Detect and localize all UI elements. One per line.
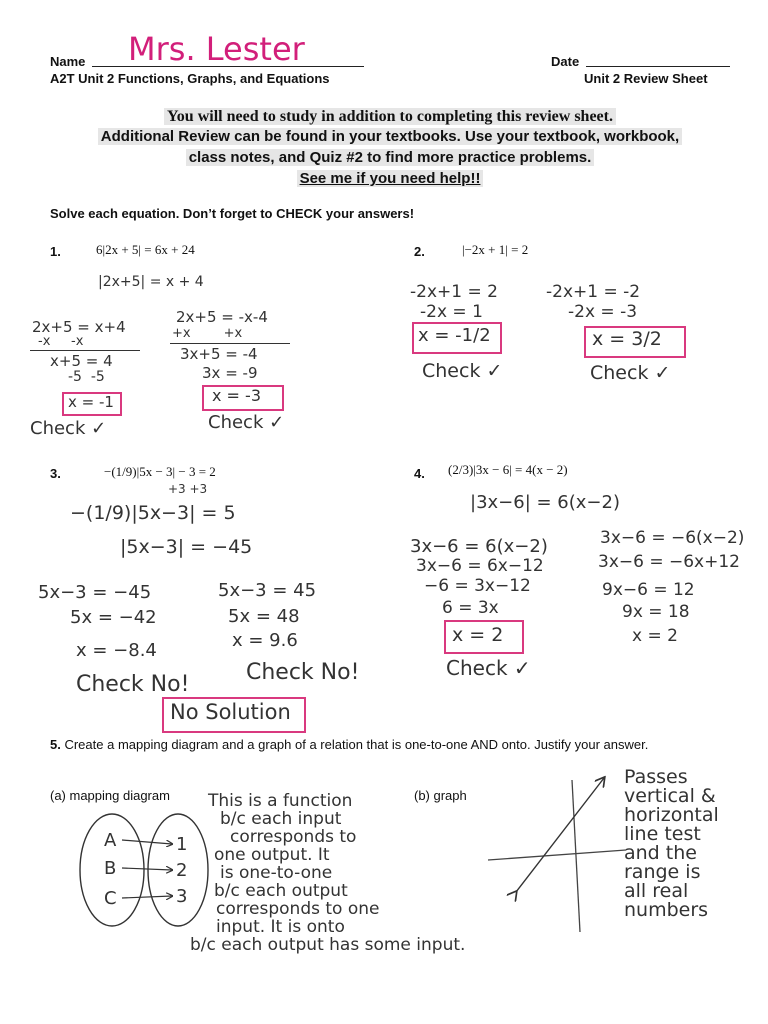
problem-5-prompt: 5. Create a mapping diagram and a graph of a relation that is one-to-one AND onto. Justify your answer. — [50, 737, 649, 752]
justify-a: This is a function b/c each input corresponds to one output. It is one-to-one b/c each output corresponds to one input. It is onto b/c each output has some input. — [190, 791, 466, 955]
part-a-label: (a) mapping diagram — [50, 788, 170, 803]
p2-left-2: -2x = 1 — [420, 302, 483, 322]
p3-left-1: 5x−3 = −45 — [38, 582, 152, 603]
p2-right-2: -2x = -3 — [568, 302, 638, 322]
instructions: Solve each equation. Don’t forget to CHECK your answers! — [50, 206, 415, 221]
banner-line-2: Additional Review can be found in your textbooks. Use your textbook, workbook, — [50, 128, 730, 145]
p3-right-1: 5x−3 = 45 — [218, 580, 317, 601]
p2-left-answer: x = -1/2 — [418, 325, 491, 346]
p4-left-answer: x = 2 — [452, 624, 504, 646]
p3-final-answer: No Solution — [170, 700, 291, 724]
p2-left-check: Check ✓ — [422, 360, 503, 382]
p4-right-3: 9x−6 = 12 — [602, 580, 695, 600]
arrow-c-3 — [122, 896, 172, 898]
p1-left-3: x+5 = 4 — [50, 352, 113, 370]
p4-right-2: 3x−6 = −6x+12 — [598, 552, 740, 572]
problem-1-number: 1. — [50, 244, 61, 259]
range-3: 3 — [176, 886, 188, 907]
problem-4-equation: (2/3)|3x − 6| = 4(x − 2) — [448, 462, 568, 477]
p2-left-1: -2x+1 = 2 — [410, 282, 498, 302]
p4-right-5: x = 2 — [632, 626, 678, 646]
banner-line-3: class notes, and Quiz #2 to find more practice problems. — [50, 149, 730, 166]
p3-right-3: x = 9.6 — [232, 630, 298, 651]
domain-c: C — [104, 888, 117, 909]
problem-3-equation: −(1/9)|5x − 3| − 3 = 2 — [104, 464, 216, 479]
p1-right-1: 2x+5 = -x-4 — [176, 308, 268, 326]
p1-right-4: 3x = -9 — [202, 364, 258, 382]
y-axis — [572, 780, 580, 932]
p4-left-1: 3x−6 = 6(x−2) — [410, 536, 548, 557]
banner-line-4: See me if you need help!! — [50, 170, 730, 187]
p4-left-4: 6 = 3x — [442, 598, 499, 618]
sheet-title: Unit 2 Review Sheet — [584, 71, 708, 86]
p1-left-answer: x = -1 — [68, 393, 114, 411]
p3-work-1: −(1/9)|5x−3| = 5 — [70, 502, 236, 524]
p1-left-1: 2x+5 = x+4 — [32, 318, 126, 336]
mapping-diagram — [70, 808, 220, 938]
p4-work-1: |3x−6| = 6(x−2) — [470, 492, 620, 513]
date-label: Date — [551, 54, 580, 69]
p2-right-check: Check ✓ — [590, 362, 671, 384]
p1-right-rule — [170, 343, 290, 344]
name-value[interactable]: Mrs. Lester — [128, 30, 305, 68]
range-1: 1 — [176, 834, 188, 855]
graph — [480, 770, 630, 940]
p4-left-check: Check ✓ — [446, 656, 531, 680]
p3-add-line: +3 +3 — [168, 482, 208, 496]
p3-left-4: Check No! — [76, 672, 190, 697]
p3-left-2: 5x = −42 — [70, 607, 157, 628]
problem-3-number: 3. — [50, 466, 61, 481]
p3-left-3: x = −8.4 — [76, 640, 157, 661]
p1-left-4: -5 -5 — [68, 369, 105, 385]
p4-left-3: −6 = 3x−12 — [424, 576, 531, 596]
p1-right-2: +x +x — [172, 326, 243, 341]
problem-2-number: 2. — [414, 244, 425, 259]
part-b-label: (b) graph — [414, 788, 467, 803]
p1-left-check: Check ✓ — [30, 418, 107, 439]
p1-left-rule — [30, 350, 140, 351]
course-title: A2T Unit 2 Functions, Graphs, and Equations — [50, 71, 330, 86]
arrow-b-2 — [122, 868, 172, 870]
x-axis — [488, 850, 626, 860]
problem-4-number: 4. — [414, 466, 425, 481]
problem-2-equation: |−2x + 1| = 2 — [462, 242, 529, 257]
p1-left-2: -x -x — [38, 334, 84, 349]
p3-right-2: 5x = 48 — [228, 606, 300, 627]
p4-right-1: 3x−6 = −6(x−2) — [600, 528, 745, 548]
p3-work-2: |5x−3| = −45 — [120, 536, 253, 558]
p4-left-2: 3x−6 = 6x−12 — [416, 556, 544, 576]
p1-right-3: 3x+5 = -4 — [180, 345, 258, 363]
problem-1-equation: 6|2x + 5| = 6x + 24 — [96, 242, 195, 257]
p3-right-4: Check No! — [246, 660, 360, 685]
p2-right-1: -2x+1 = -2 — [546, 282, 641, 302]
domain-a: A — [104, 830, 117, 851]
p1-right-answer: x = -3 — [212, 386, 261, 405]
range-2: 2 — [176, 860, 188, 881]
p2-right-answer: x = 3/2 — [592, 328, 662, 350]
name-label: Name — [50, 54, 86, 69]
arrow-a-1 — [122, 840, 172, 844]
date-line — [586, 66, 730, 67]
domain-b: B — [104, 858, 117, 879]
p1-work-1: |2x+5| = x + 4 — [98, 274, 204, 290]
p1-right-check: Check ✓ — [208, 412, 285, 433]
graph-line — [516, 778, 604, 892]
p4-right-4: 9x = 18 — [622, 602, 690, 622]
banner-line-1: You will need to study in addition to completing this review sheet. — [50, 108, 730, 126]
justify-b: Passes vertical & horizontal line test and the range is all real numbers — [624, 766, 719, 921]
